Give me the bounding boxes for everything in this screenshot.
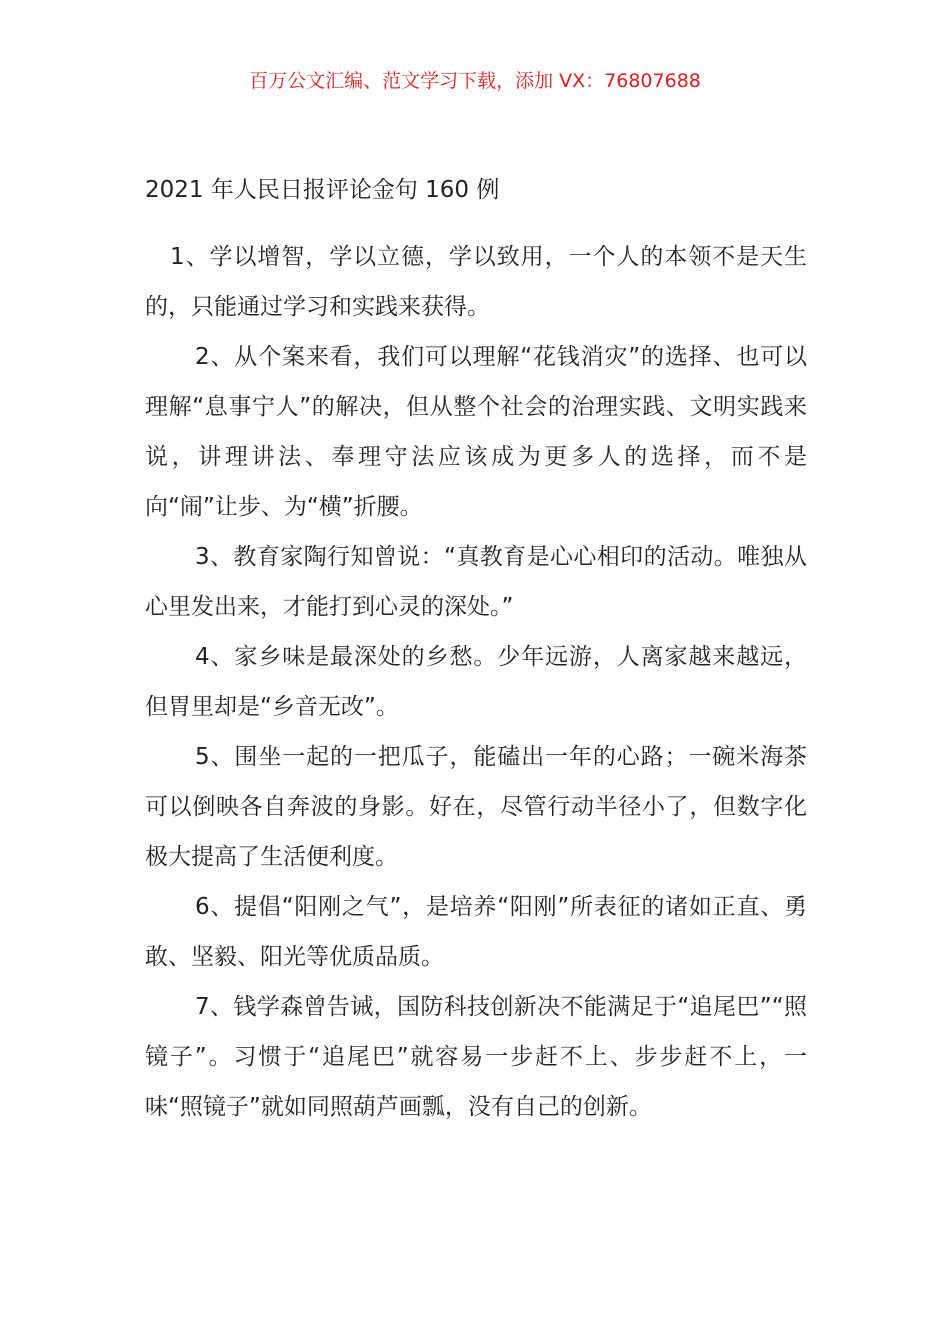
paragraph-5: 5、围坐一起的一把瓜子，能磕出一年的心路；一碗米海茶可以倒映各自奔波的身影。好在，尽管行动半径小了，但数字化极大提高了生活便利度。 [145, 744, 807, 870]
paragraph-6: 6、提倡“阳刚之气”，是培养“阳刚”所表征的诸如正直、勇敢、坚毅、阳光等优质品质。 [145, 894, 807, 970]
paragraph-2: 2、从个案来看，我们可以理解“花钱消灾”的选择、也可以理解“息事宁人”的解决，但从整个社会的治理实践、文明实践来说，讲理讲法、奉理守法应该成为更多人的选择，而不是向“闹”让步、为“横”折腰。 [145, 344, 807, 520]
paragraph-1: 1、学以增智，学以立德，学以致用，一个人的本领不是天生的，只能通过学习和实践来获得。 [145, 244, 807, 320]
paragraph-4: 4、家乡味是最深处的乡愁。少年远游，人离家越来越远，但胃里却是“乡音无改”。 [145, 644, 807, 720]
document-body [145, 170, 807, 1132]
header-banner: 百万公文汇编、范文学习下载，添加 VX：76807688 [249, 70, 701, 92]
paragraph-3: 3、教育家陶行知曾说：“真教育是心心相印的活动。唯独从心里发出来，才能打到心灵的深处。” [145, 544, 807, 620]
paragraph-7: 7、钱学森曾告诫，国防科技创新决不能满足于“追尾巴”“照镜子”。习惯于“追尾巴”就容易一步赶不上、步步赶不上，一味“照镜子”就如同照葫芦画瓢，没有自己的创新。 [145, 994, 807, 1120]
document-title: 2021 年人民日报评论金句 160 例 [145, 177, 500, 203]
